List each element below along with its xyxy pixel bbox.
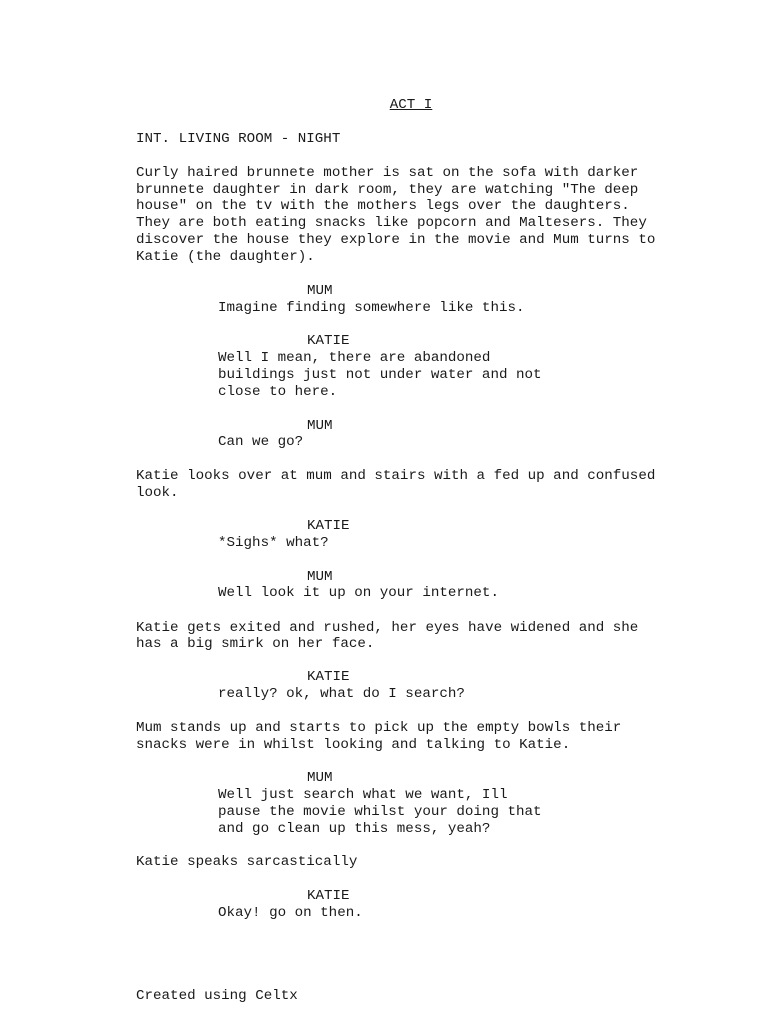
action-line: Katie speaks sarcastically bbox=[136, 854, 358, 870]
character-name: MUM bbox=[307, 418, 333, 434]
character-name: MUM bbox=[307, 283, 333, 299]
action-line: They are both eating snacks like popcorn and Maltesers. They bbox=[136, 215, 647, 231]
character-name: KATIE bbox=[307, 518, 350, 534]
dialogue-line: close to here. bbox=[218, 384, 338, 400]
dialogue-line: Okay! go on then. bbox=[218, 905, 363, 921]
action-line: discover the house they explore in the movie and Mum turns to bbox=[136, 232, 656, 248]
dialogue-line: pause the movie whilst your doing that bbox=[218, 804, 542, 820]
character-name: MUM bbox=[307, 770, 333, 786]
action-line: has a big smirk on her face. bbox=[136, 636, 375, 652]
action-line: Katie (the daughter). bbox=[136, 249, 315, 265]
action-line: look. bbox=[136, 485, 179, 501]
action-line: brunnete daughter in dark room, they are watching "The deep bbox=[136, 182, 639, 198]
dialogue-line: Well look it up on your internet. bbox=[218, 585, 499, 601]
action-line: Curly haired brunnete mother is sat on the sofa with darker bbox=[136, 165, 639, 181]
dialogue-line: Can we go? bbox=[218, 434, 304, 450]
dialogue-line: Well I mean, there are abandoned bbox=[218, 350, 491, 366]
character-name: KATIE bbox=[307, 333, 350, 349]
action-line: snacks were in whilst looking and talking to Katie. bbox=[136, 737, 571, 753]
footer-credit: Created using Celtx bbox=[136, 988, 298, 1004]
dialogue-line: really? ok, what do I search? bbox=[218, 686, 465, 702]
action-line: Katie gets exited and rushed, her eyes have widened and she bbox=[136, 620, 639, 636]
scene-heading: INT. LIVING ROOM - NIGHT bbox=[136, 131, 341, 147]
character-name: MUM bbox=[307, 569, 333, 585]
act-title: ACT I bbox=[389, 97, 433, 113]
dialogue-line: *Sighs* what? bbox=[218, 535, 329, 551]
dialogue-line: and go clean up this mess, yeah? bbox=[218, 821, 491, 837]
action-line: house" on the tv with the mothers legs over the daughters. bbox=[136, 198, 630, 214]
action-line: Katie looks over at mum and stairs with a fed up and confused bbox=[136, 468, 656, 484]
dialogue-line: Well just search what we want, Ill bbox=[218, 787, 508, 803]
dialogue-line: buildings just not under water and not bbox=[218, 367, 542, 383]
dialogue-line: Imagine finding somewhere like this. bbox=[218, 300, 525, 316]
action-line: Mum stands up and starts to pick up the empty bowls their bbox=[136, 720, 622, 736]
character-name: KATIE bbox=[307, 888, 350, 904]
character-name: KATIE bbox=[307, 669, 350, 685]
